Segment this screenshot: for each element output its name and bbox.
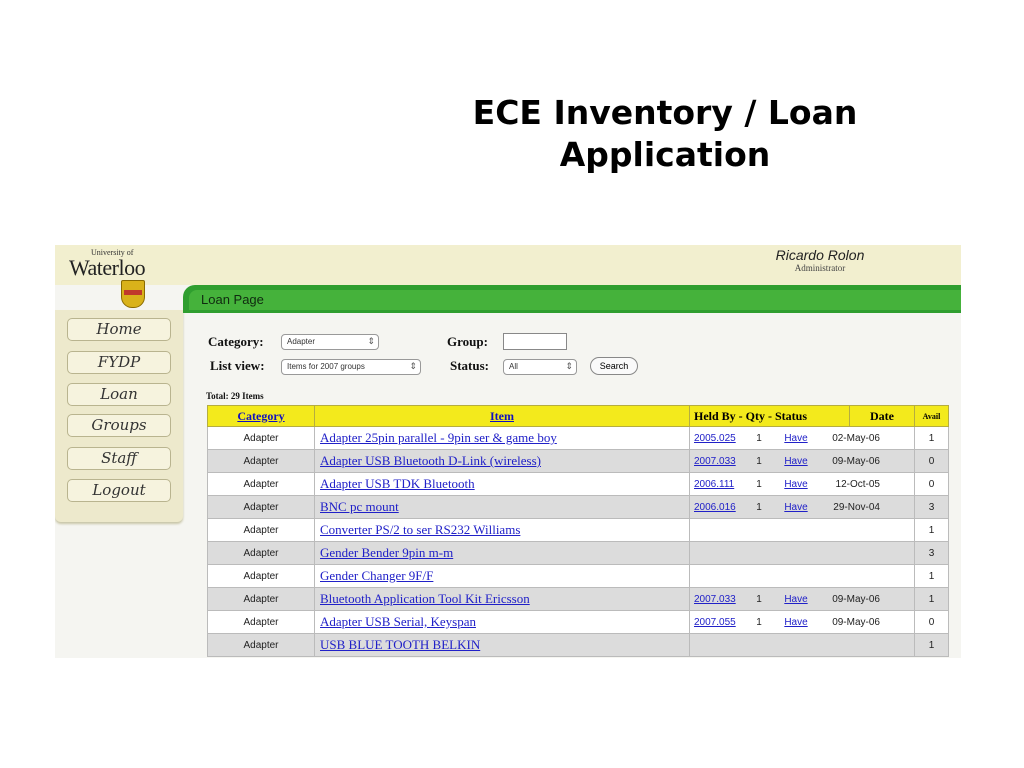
cell-date: 29-Nov-04 <box>833 501 880 513</box>
header <box>55 245 961 285</box>
cell-item <box>315 634 690 657</box>
held-by-link[interactable]: 2007.055 <box>694 616 736 628</box>
table-row <box>208 634 949 657</box>
status-select[interactable] <box>503 359 577 375</box>
held-by-link[interactable]: 2007.033 <box>694 593 736 605</box>
cell-qty: 1 <box>756 455 762 467</box>
cell-qty: 1 <box>756 478 762 490</box>
cell-qty: 1 <box>756 593 762 605</box>
table-row <box>208 542 949 565</box>
table-row <box>208 611 949 634</box>
app-screenshot <box>55 245 961 658</box>
cell-avail: 1 <box>915 565 949 588</box>
held-by-link[interactable]: 2006.111 <box>694 478 735 490</box>
status-link[interactable]: Have <box>784 455 808 467</box>
header-held: Held By - Qty - Status <box>690 406 850 427</box>
cell-item <box>315 565 690 588</box>
item-link[interactable]: USB BLUE TOOTH BELKIN <box>320 637 481 652</box>
item-link[interactable]: Adapter USB TDK Bluetooth <box>320 476 475 491</box>
total-count: Total: 29 Items <box>206 391 264 401</box>
cell-category: Adapter <box>208 611 315 634</box>
header-category[interactable] <box>208 406 315 427</box>
cell-category: Adapter <box>208 427 315 450</box>
header-item[interactable] <box>315 406 690 427</box>
cell-avail: 0 <box>915 611 949 634</box>
cell-category: Adapter <box>208 450 315 473</box>
cell-held <box>690 634 915 657</box>
sidebar-item-fydp[interactable]: FYDP <box>67 351 171 374</box>
item-link[interactable]: BNC pc mount <box>320 499 399 514</box>
item-link[interactable]: Bluetooth Application Tool Kit Ericsson <box>320 591 530 606</box>
table-row <box>208 588 949 611</box>
cell-category: Adapter <box>208 496 315 519</box>
page-title-bar <box>183 285 961 313</box>
category-label: Category: <box>208 334 264 349</box>
sidebar-item-groups[interactable]: Groups <box>67 414 171 437</box>
sidebar-item-logout[interactable]: Logout <box>67 479 171 502</box>
cell-category: Adapter <box>208 565 315 588</box>
cell-avail: 0 <box>915 450 949 473</box>
item-link[interactable]: Gender Changer 9F/F <box>320 568 434 583</box>
held-by-link[interactable]: 2007.033 <box>694 455 736 467</box>
university-logo[interactable] <box>69 248 179 279</box>
listview-label: List view: <box>210 358 265 373</box>
cell-held <box>690 427 915 450</box>
cell-item <box>315 588 690 611</box>
logo-wordmark: Waterloo <box>69 255 146 280</box>
cell-category: Adapter <box>208 588 315 611</box>
table-row <box>208 473 949 496</box>
cell-category: Adapter <box>208 634 315 657</box>
select-arrows-icon: ⇕ <box>367 336 375 346</box>
cell-category: Adapter <box>208 473 315 496</box>
user-name: Ricardo Rolon <box>775 247 865 263</box>
sidebar-item-staff[interactable]: Staff <box>67 447 171 470</box>
cell-item <box>315 519 690 542</box>
table-row <box>208 565 949 588</box>
item-link[interactable]: Adapter 25pin parallel - 9pin ser & game boy <box>320 430 557 445</box>
cell-date: 09-May-06 <box>832 593 880 605</box>
held-by-link[interactable]: 2005.025 <box>694 432 736 444</box>
status-select-value: All <box>509 362 518 371</box>
status-link[interactable]: Have <box>784 432 808 444</box>
header-date: Date <box>850 406 915 427</box>
item-link[interactable]: Adapter USB Bluetooth D-Link (wireless) <box>320 453 541 468</box>
slide-title: ECE Inventory / Loan Application <box>472 93 858 174</box>
sort-item-link[interactable]: Item <box>490 408 514 423</box>
listview-select[interactable] <box>281 359 421 375</box>
sort-category-link[interactable]: Category <box>237 408 285 423</box>
category-select[interactable] <box>281 334 379 350</box>
table-row <box>208 496 949 519</box>
user-role: Administrator <box>794 263 846 273</box>
cell-qty: 1 <box>756 501 762 513</box>
cell-item <box>315 427 690 450</box>
cell-held <box>690 565 915 588</box>
item-link[interactable]: Gender Bender 9pin m-m <box>320 545 454 560</box>
cell-date: 09-May-06 <box>832 455 880 467</box>
cell-held <box>690 496 915 519</box>
sidebar <box>55 310 183 522</box>
cell-avail: 0 <box>915 473 949 496</box>
cell-qty: 1 <box>756 616 762 628</box>
group-label: Group: <box>447 334 488 349</box>
cell-avail: 3 <box>915 542 949 565</box>
cell-category: Adapter <box>208 519 315 542</box>
user-info <box>745 247 895 273</box>
table-row <box>208 450 949 473</box>
cell-category: Adapter <box>208 542 315 565</box>
header-avail: Avail <box>915 406 949 427</box>
cell-date: 09-May-06 <box>832 616 880 628</box>
cell-item <box>315 611 690 634</box>
cell-item <box>315 450 690 473</box>
status-link[interactable]: Have <box>784 593 808 605</box>
logo-small-text: University of <box>91 248 134 257</box>
page-title: Loan Page <box>201 292 264 307</box>
cell-avail: 1 <box>915 588 949 611</box>
group-input[interactable] <box>503 333 567 350</box>
table-row <box>208 427 949 450</box>
status-link[interactable]: Have <box>784 501 808 513</box>
held-by-link[interactable]: 2006.016 <box>694 501 736 513</box>
cell-item <box>315 496 690 519</box>
sidebar-item-home[interactable]: Home <box>67 318 171 341</box>
item-link[interactable]: Converter PS/2 to ser RS232 Williams <box>320 522 521 537</box>
item-link[interactable]: Adapter USB Serial, Keyspan <box>320 614 476 629</box>
cell-held <box>690 473 915 496</box>
sidebar-item-loan[interactable]: Loan <box>67 383 171 406</box>
status-link[interactable]: Have <box>784 616 808 628</box>
listview-select-value: Items for 2007 groups <box>287 362 365 371</box>
select-arrows-icon: ⇕ <box>565 361 573 371</box>
cell-held <box>690 611 915 634</box>
table-row <box>208 519 949 542</box>
cell-avail: 3 <box>915 496 949 519</box>
cell-avail: 1 <box>915 427 949 450</box>
status-link[interactable]: Have <box>784 478 808 490</box>
cell-held <box>690 450 915 473</box>
category-select-value: Adapter <box>287 337 316 346</box>
cell-avail: 1 <box>915 634 949 657</box>
search-button[interactable]: Search <box>590 357 638 375</box>
cell-held <box>690 588 915 611</box>
select-arrows-icon: ⇕ <box>409 361 417 371</box>
cell-date: 02-May-06 <box>832 432 880 444</box>
cell-item <box>315 473 690 496</box>
status-label: Status: <box>450 358 490 373</box>
cell-qty: 1 <box>756 432 762 444</box>
cell-date: 12-Oct-05 <box>835 478 880 490</box>
cell-avail: 1 <box>915 519 949 542</box>
crest-icon <box>121 280 145 308</box>
items-table <box>207 405 949 657</box>
cell-held <box>690 519 915 542</box>
cell-held <box>690 542 915 565</box>
cell-item <box>315 542 690 565</box>
